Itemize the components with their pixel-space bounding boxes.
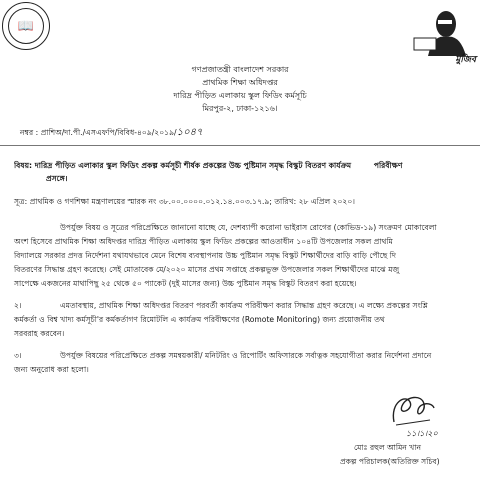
- para1-line: সাপেক্ষে একজনের মাথাপিছু ২৫ থেকে ৫০ প্যাকেট (দুই মাসের জন্য) উচ্চ পুষ্টিমান সমৃদ্ধ বিস্কুট বিতরণ করা হয়েছে।: [14, 279, 357, 288]
- para1-line: বিতরণের সিদ্ধান্ত গ্রহণ করেছে। সেই মোতাবেক মে/২০২০ মাসের প্রথম সপ্তাহে প্রকল্পভুক্ত উপজেলার সকল শিক্ষার্থীদের মাঝে মজু: [14, 265, 400, 274]
- memo-label: নম্বর :: [20, 128, 39, 137]
- memo-line: [20, 127, 203, 139]
- subject-line1: [14, 160, 480, 172]
- book-icon: 📖: [8, 8, 44, 44]
- para2-line: সরবরাহ করবেন।: [14, 329, 65, 338]
- signature-date: ১১।১।২০: [406, 429, 438, 438]
- subject-text: বিষয়: দারিদ্র পীড়িত এলাকার স্কুল ফিডিং প্রকল্প কর্মসূচী শীর্ষক প্রকল্পের উচ্চ পুষ্টিমান সমৃদ্ধ বিস্কুট বিতরণ কার্যক্রম: [14, 161, 352, 170]
- subject-line2: প্রসঙ্গে।: [46, 174, 68, 183]
- signature-scribble: [388, 392, 438, 430]
- reference-line: সূত্র: প্রাথমিক ও গণশিক্ষা মন্ত্রণালয়ের স্মারক নং ৩৮.০০.০০০০.০১২.১৪.০০৩.১৭.৯; তারিখ: ২৮ এপ্রিল ২০২০।: [14, 197, 355, 206]
- memo-number: প্রাশিঅ/দা.পী./এসএফপি/বিবিধ-৪০৯/২০১৯/: [40, 128, 177, 137]
- portrait-logo: [408, 4, 470, 56]
- header-address: মিরপুর-২, ঢাকা-১২১৬।: [202, 104, 278, 113]
- para1-line: বিদ্যালয়ে সরকার প্রদত্ত নির্দেশনা যথাযথভাবে মেনে বিশেষ ব্যবস্থাপনায় উচ্চ পুষ্টিমান সমৃদ্ধ বিস্কুট শিক্ষার্থীদের বাড়ি বাড়ি পৌছে দি: [14, 251, 396, 260]
- mujib-logo-text: মুজিব: [455, 55, 476, 65]
- para3-number: ৩।: [14, 351, 22, 360]
- memo-handwritten: ১০৪৭: [176, 127, 203, 138]
- para2-number: ২।: [14, 301, 22, 310]
- signatory-title: প্রকল্প পরিচালক(অতিরিক্ত সচিব): [340, 457, 440, 466]
- para2-line: এমতাবস্থায়, প্রাথমিক শিক্ষা অধিদপ্তর বিতরণ পরবর্তী কার্যক্রম পরিবীক্ষণ করার সিদ্ধান্ত গ্রহণ করেছে। এ লক্ষ্যে প্রকল্পের সংশ্লি: [60, 301, 428, 310]
- para3-line: উপর্যুক্ত বিষয়ের পরিপ্রেক্ষিতে প্রকল্প সমন্বয়কারী/ মনিটরিং ও রিপোর্টিং অফিসারকে সর্বাত্নক সহযোগীতা করার নির্দেশনা প্রদানে: [60, 351, 432, 360]
- para3-line: জন্য অনুরোধ করা হলো।: [14, 365, 89, 374]
- govt-logo: [2, 2, 50, 50]
- divider: [0, 145, 480, 146]
- subject-end: পরিবীক্ষণ: [373, 161, 403, 170]
- signatory-name: মোঃ রহুল আমিন খান: [354, 443, 421, 452]
- para2-line: কর্মকর্তা ও বিশ্ব খাদ্য কর্মসূচী'র কর্মকর্তাগণ রিমোটলি এ কার্যক্রম পরিবীক্ষণের (Romote Monitoring) জন্য প্রয়োজনীয় তথ: [14, 315, 385, 324]
- header-directorate: প্রাথমিক শিক্ষা অধিদপ্তর: [202, 78, 278, 87]
- header-program: দারিদ্র পীড়িত এলাকায় স্কুল ফিডিং কর্মসূচি: [173, 91, 307, 100]
- para1-line: অংশ হিসেবে প্রাথমিক শিক্ষা অধিদপ্তর দারিদ্র পীড়িত এলাকায় স্কুল ফিডিং প্রকল্পের আওতাধীন ১০৪টি উপজেলার সকল প্রাথমি: [14, 237, 393, 246]
- header-gov: গণপ্রজাতন্ত্রী বাংলাদেশ সরকার: [191, 65, 289, 74]
- para1-line: উপর্যুক্ত বিষয় ও সূত্রের পরিপ্রেক্ষিতে জানানো যাচ্ছে যে, দেশব্যাপী করোনা ভাইরাস রোগের (কোভিড-১৯) সংক্রমণ মোকাবেলা: [60, 223, 437, 232]
